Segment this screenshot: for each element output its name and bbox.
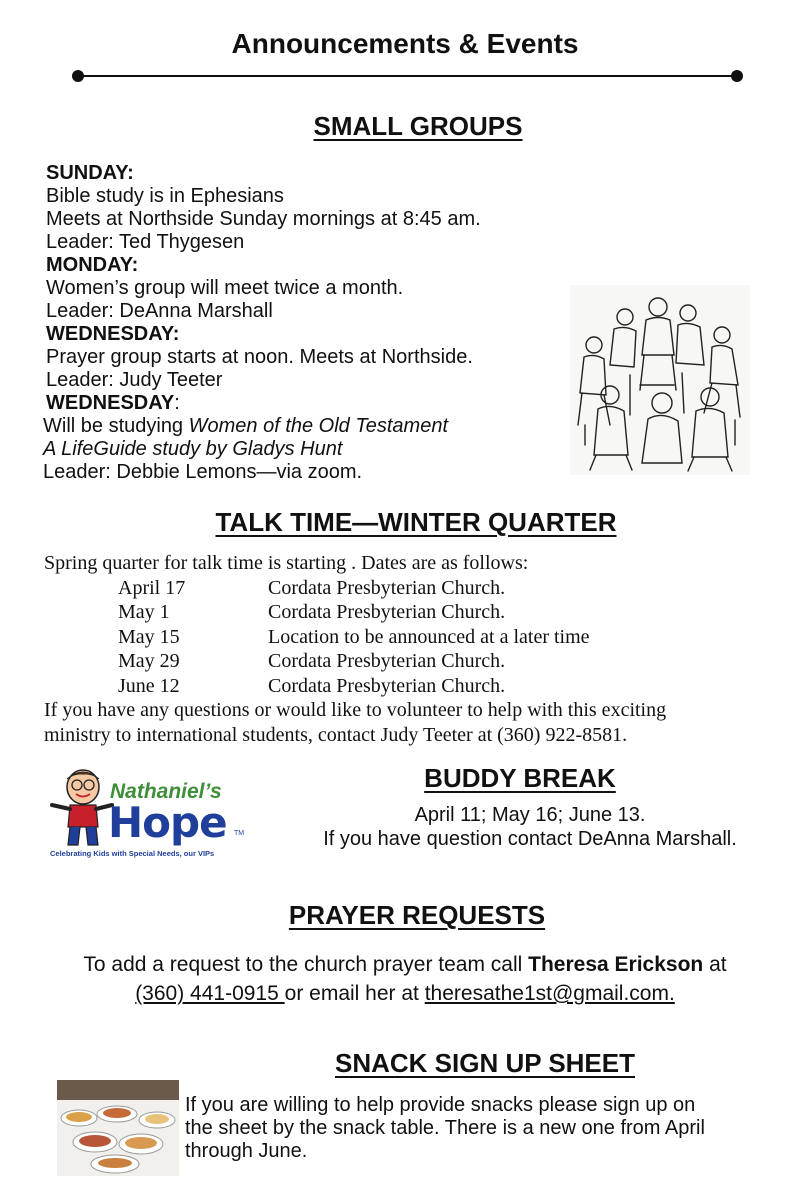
rule-left-dot [72,70,84,82]
talk-time-row [44,600,666,625]
sunday-line1: Bible study is in Ephesians [46,185,284,207]
sunday-leader: Leader: Ted Thygesen [46,231,245,253]
logo-tm: TM [234,830,245,837]
small-group-sketch-image [570,285,750,475]
wednesday2-colon: : [174,392,180,414]
prayer-text1: To add a request to the church prayer team call [83,953,529,976]
prayer-requests-heading: PRAYER REQUESTS [288,900,546,930]
talk-time-place: Cordata Presbyterian Church. [268,576,506,599]
talk-time-date: May 15 [118,625,180,648]
talk-time-place: Cordata Presbyterian Church. [268,650,506,672]
prayer-line2 [30,979,780,1008]
wednesday2-line1 [43,415,481,438]
logo-tagline: Celebrating Kids with Special Needs, our VIPs [50,849,215,858]
prayer-contact-name: Theresa Erickson [528,953,704,976]
talk-time-row [44,576,666,601]
page-title: Announcements & Events [231,28,579,59]
wednesday-line1: Prayer group starts at noon. Meets at Northside. [46,346,473,368]
snack-sign-up-heading: SNACK SIGN UP SHEET [334,1048,635,1078]
talk-time-date: April 17 [118,576,186,599]
talk-time-date: June 12 [118,674,180,697]
wednesday2-leader: Leader: Debbie Lemons—via zoom. [43,461,363,483]
talk-time-date: May 29 [118,650,180,672]
wednesday2-intro: Will be studying [43,415,189,437]
prayer-line1 [30,950,780,979]
wednesday-leader: Leader: Judy Teeter [46,369,223,391]
sunday-label: SUNDAY: [46,162,134,184]
talk-time-row [44,649,666,674]
snack-line1: If you are willing to help provide snacks please sign up on [185,1094,696,1116]
snack-line2: the sheet by the snack table. There is a new one from April [185,1117,705,1139]
buddy-break-heading: BUDDY BREAK [424,763,616,793]
talk-time-date: May 1 [118,601,170,623]
rule-right-dot [731,70,743,82]
buddy-break-contact: If you have question contact DeAnna Marshall. [323,828,737,850]
talk-time-place: Cordata Presbyterian Church. [268,674,506,697]
monday-leader: Leader: DeAnna Marshall [46,300,273,322]
prayer-text3: or email her at [284,982,425,1005]
talk-time-row [44,674,666,699]
small-groups-list [43,162,481,484]
talk-time-place: Cordata Presbyterian Church. [268,601,506,623]
wednesday2-label: WEDNESDAY [46,392,175,414]
header-rule [78,75,738,77]
prayer-phone-link[interactable]: (360) 441-0915 [135,982,285,1005]
wednesday2-label-row [46,392,481,415]
monday-label: MONDAY: [46,254,139,276]
snack-sign-up-body [185,1094,705,1163]
small-groups-heading: SMALL GROUPS [313,111,523,141]
book-title: Women of the Old Testament [188,415,449,437]
buddy-break-body [270,803,790,851]
talk-time-footer1: If you have any questions or would like to volunteer to help with this exciting [44,699,667,721]
prayer-email-link[interactable]: theresathe1st@gmail.com. [424,982,675,1005]
monday-line1: Women’s group will meet twice a month. [46,277,404,299]
prayer-text2: at [703,953,727,976]
wednesday-label: WEDNESDAY: [46,323,180,345]
logo-word: Hope [108,798,227,847]
talk-time-footer2: ministry to international students, contact Judy Teeter at (360) 922-8581. [44,723,628,746]
talk-time-row [44,625,666,650]
snack-table-photo [57,1080,179,1176]
sunday-line2: Meets at Northside Sunday mornings at 8:45 am. [46,208,481,230]
prayer-requests-body [30,950,780,1008]
buddy-break-dates: April 11; May 16; June 13. [414,804,646,826]
talk-time-heading: TALK TIME—WINTER QUARTER [215,507,617,537]
talk-time-intro: Spring quarter for talk time is starting . Dates are as follows: [44,552,529,574]
logo-name: Nathaniel’s [110,780,222,803]
snack-line3: through June. [185,1140,308,1162]
nathaniels-hope-logo [48,765,248,860]
book-subtitle: A LifeGuide study by Gladys Hunt [43,438,343,460]
talk-time-body [44,551,666,747]
talk-time-place: Location to be announced at a later time [268,625,590,648]
